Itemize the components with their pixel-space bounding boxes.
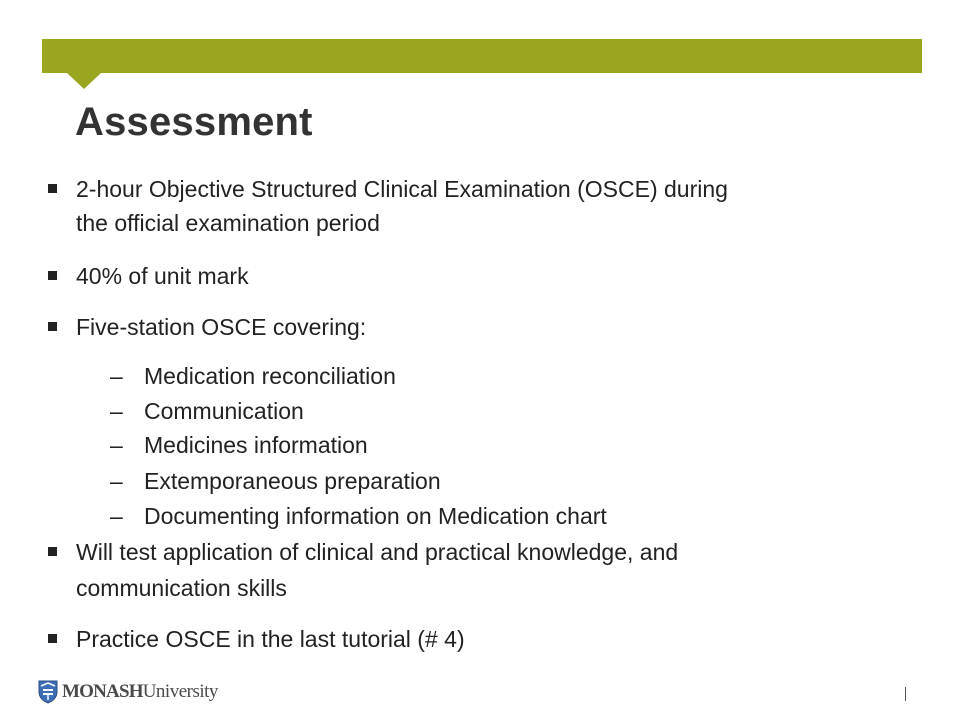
sub-bullet-item <box>110 464 441 498</box>
monash-university-logo <box>38 679 218 705</box>
bullet-text: 2-hour Objective Structured Clinical Examination (OSCE) during <box>76 176 728 202</box>
sub-bullet-text: Extemporaneous preparation <box>144 468 441 494</box>
sub-bullet-text: Documenting information on Medication chart <box>144 503 607 529</box>
bullet-text-continued: the official examination period <box>76 210 380 236</box>
square-bullet-icon <box>48 634 57 643</box>
sub-bullet-text: Medication reconciliation <box>144 363 396 389</box>
dash-bullet: – <box>110 468 123 494</box>
square-bullet-icon <box>48 322 57 331</box>
bullet-text-continued: communication skills <box>76 575 287 601</box>
bullet-text: 40% of unit mark <box>76 263 249 289</box>
logo-word-university: University <box>142 681 218 702</box>
sub-bullet-item <box>110 359 396 393</box>
dash-bullet: – <box>110 432 123 458</box>
logo-word-monash: MONASH <box>62 681 143 702</box>
sub-bullet-item <box>110 428 368 462</box>
header-accent-notch <box>67 73 101 89</box>
slide-title: Assessment <box>75 100 313 144</box>
sub-bullet-text: Medicines information <box>144 432 368 458</box>
monash-crest-icon <box>38 680 58 704</box>
dash-bullet: – <box>110 398 123 424</box>
bullet-text: Practice OSCE in the last tutorial (# 4) <box>76 626 465 652</box>
bullet-text: Five-station OSCE covering: <box>76 314 367 340</box>
square-bullet-icon <box>48 547 57 556</box>
header-accent-bar <box>42 39 922 73</box>
bullet-text: Will test application of clinical and practical knowledge, and <box>76 539 679 565</box>
sub-bullet-item <box>110 394 304 428</box>
sub-bullet-text: Communication <box>144 398 304 424</box>
sub-bullet-item <box>110 499 607 533</box>
logo-wordmark <box>62 681 218 703</box>
dash-bullet: – <box>110 363 123 389</box>
dash-bullet: – <box>110 503 123 529</box>
square-bullet-icon <box>48 271 57 280</box>
page-number-marker <box>905 687 906 701</box>
square-bullet-icon <box>48 184 57 193</box>
